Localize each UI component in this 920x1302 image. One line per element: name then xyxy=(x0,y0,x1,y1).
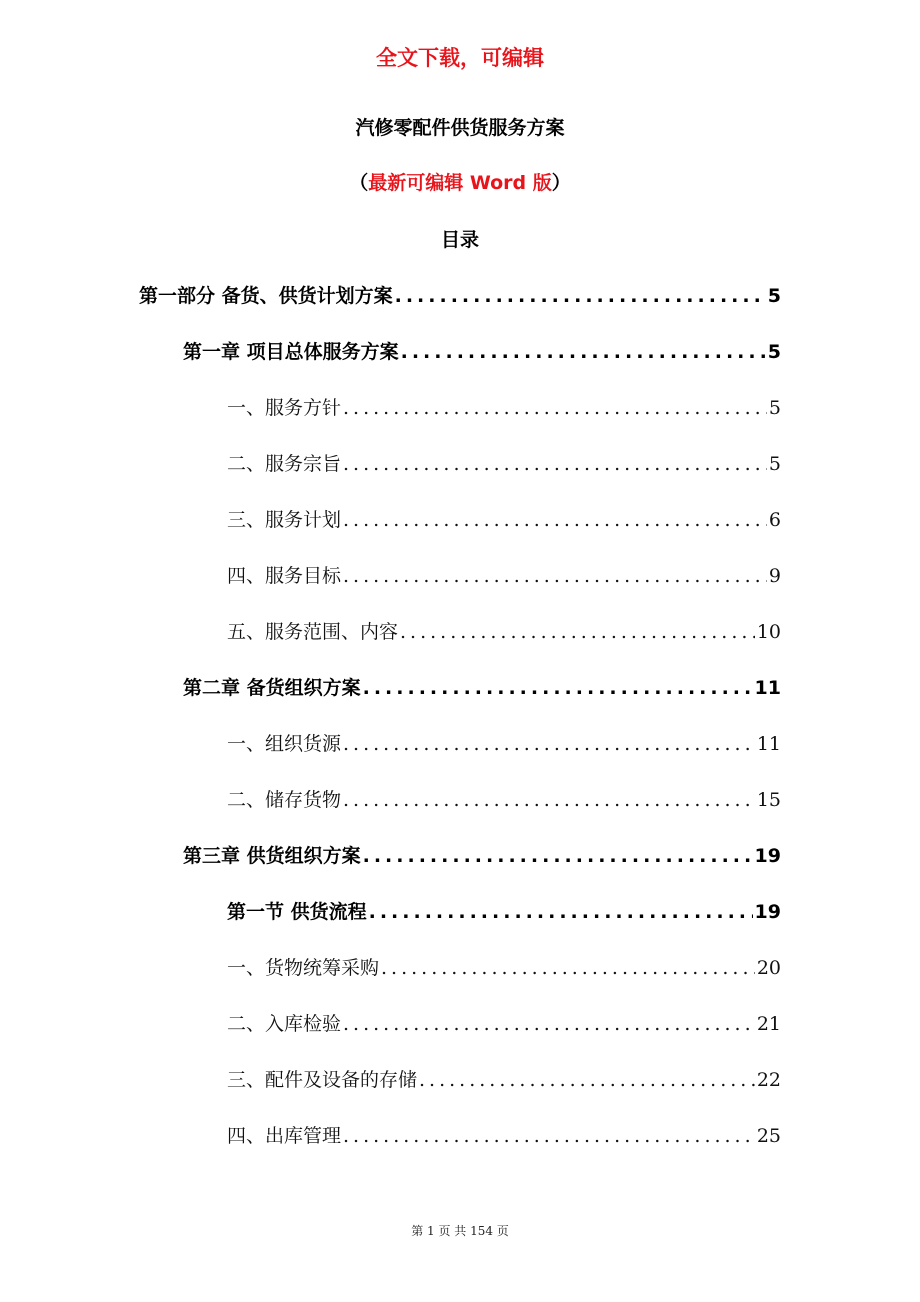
toc-entry-page: 11 xyxy=(754,677,781,699)
toc-entry-item[interactable] xyxy=(227,729,781,757)
toc-entry-label: 二、入库检验 xyxy=(227,1013,342,1035)
toc-entry-page: 21 xyxy=(756,1013,781,1035)
toc-entry-page: 10 xyxy=(756,621,781,643)
toc-entry-label: 一、组织货源 xyxy=(227,733,342,755)
toc-leader-dots xyxy=(343,1013,755,1035)
toc-leader-dots xyxy=(400,621,755,643)
toc-entry-label: 第一章 项目总体服务方案 xyxy=(183,341,399,363)
toc-entry-page: 25 xyxy=(756,1125,781,1147)
toc-entry-label: 四、出库管理 xyxy=(227,1125,342,1147)
toc-entry-label: 第二章 备货组织方案 xyxy=(183,677,361,699)
toc-entry-page: 5 xyxy=(768,397,781,419)
toc-leader-dots xyxy=(363,677,753,699)
toc-entry-item[interactable] xyxy=(227,1009,781,1037)
toc-entry-item[interactable] xyxy=(227,505,781,533)
toc-entry-chapter-3[interactable] xyxy=(183,841,781,869)
toc-entry-page: 22 xyxy=(756,1069,781,1091)
toc-entry-page: 5 xyxy=(767,341,781,363)
toc-entry-label: 第三章 供货组织方案 xyxy=(183,845,361,867)
document-title: 汽修零配件供货服务方案 xyxy=(355,117,565,139)
toc-entry-label: 二、服务宗旨 xyxy=(227,453,342,475)
toc-leader-dots xyxy=(343,453,767,475)
toc-leader-dots xyxy=(419,1069,755,1091)
toc-entry-label: 三、服务计划 xyxy=(227,509,342,531)
toc-heading: 目录 xyxy=(440,229,479,251)
toc-entry-label: 三、配件及设备的存储 xyxy=(227,1069,418,1091)
toc-entry-item[interactable] xyxy=(227,785,781,813)
toc-leader-dots xyxy=(401,341,766,363)
document-subtitle xyxy=(0,168,920,195)
toc-entry-item[interactable] xyxy=(227,1121,781,1149)
toc-leader-dots xyxy=(381,957,755,979)
toc-entry-page: 9 xyxy=(768,565,781,587)
toc-entry-item[interactable] xyxy=(227,953,781,981)
toc-entry-item[interactable] xyxy=(227,449,781,477)
toc-entry-label: 第一节 供货流程 xyxy=(227,901,367,923)
toc-entry-label: 四、服务目标 xyxy=(227,565,342,587)
toc-leader-dots xyxy=(343,789,755,811)
toc-entry-label: 第一部分 备货、供货计划方案 xyxy=(139,285,393,307)
toc-entry-page: 15 xyxy=(756,789,781,811)
toc-leader-dots xyxy=(343,509,767,531)
toc-entry-chapter-2[interactable] xyxy=(183,673,781,701)
toc-entry-page: 11 xyxy=(756,733,781,755)
toc-leader-dots xyxy=(343,733,755,755)
toc-entry-section-1[interactable] xyxy=(227,897,781,925)
toc-entry-label: 二、储存货物 xyxy=(227,789,342,811)
subtitle-open-paren: （ xyxy=(349,172,369,194)
toc-entry-part-1[interactable] xyxy=(139,281,781,309)
toc-leader-dots xyxy=(343,397,767,419)
toc-entry-page: 5 xyxy=(768,453,781,475)
toc-entry-page: 19 xyxy=(754,901,781,923)
toc-entry-item[interactable] xyxy=(227,393,781,421)
toc-entry-item[interactable] xyxy=(227,617,781,645)
download-banner: 全文下载，可编辑 xyxy=(376,46,544,70)
page-footer: 第 1 页 共 154 页 xyxy=(411,1224,509,1238)
toc-leader-dots xyxy=(369,901,753,923)
toc-entry-label: 五、服务范围、内容 xyxy=(227,621,399,643)
toc-entry-page: 20 xyxy=(756,957,781,979)
subtitle-text: 最新可编辑 Word 版 xyxy=(368,172,552,194)
toc-entry-label: 一、服务方针 xyxy=(227,397,342,419)
toc-entry-item[interactable] xyxy=(227,1065,781,1093)
toc-entry-page: 19 xyxy=(754,845,781,867)
toc-entry-page: 5 xyxy=(767,285,781,307)
toc-leader-dots xyxy=(343,565,767,587)
toc-leader-dots xyxy=(395,285,766,307)
toc-leader-dots xyxy=(343,1125,755,1147)
subtitle-close-paren: ） xyxy=(551,172,571,194)
toc-leader-dots xyxy=(363,845,753,867)
toc-entry-label: 一、货物统筹采购 xyxy=(227,957,380,979)
toc-entry-chapter-1[interactable] xyxy=(183,337,781,365)
toc-entry-item[interactable] xyxy=(227,561,781,589)
toc-entry-page: 6 xyxy=(768,509,781,531)
